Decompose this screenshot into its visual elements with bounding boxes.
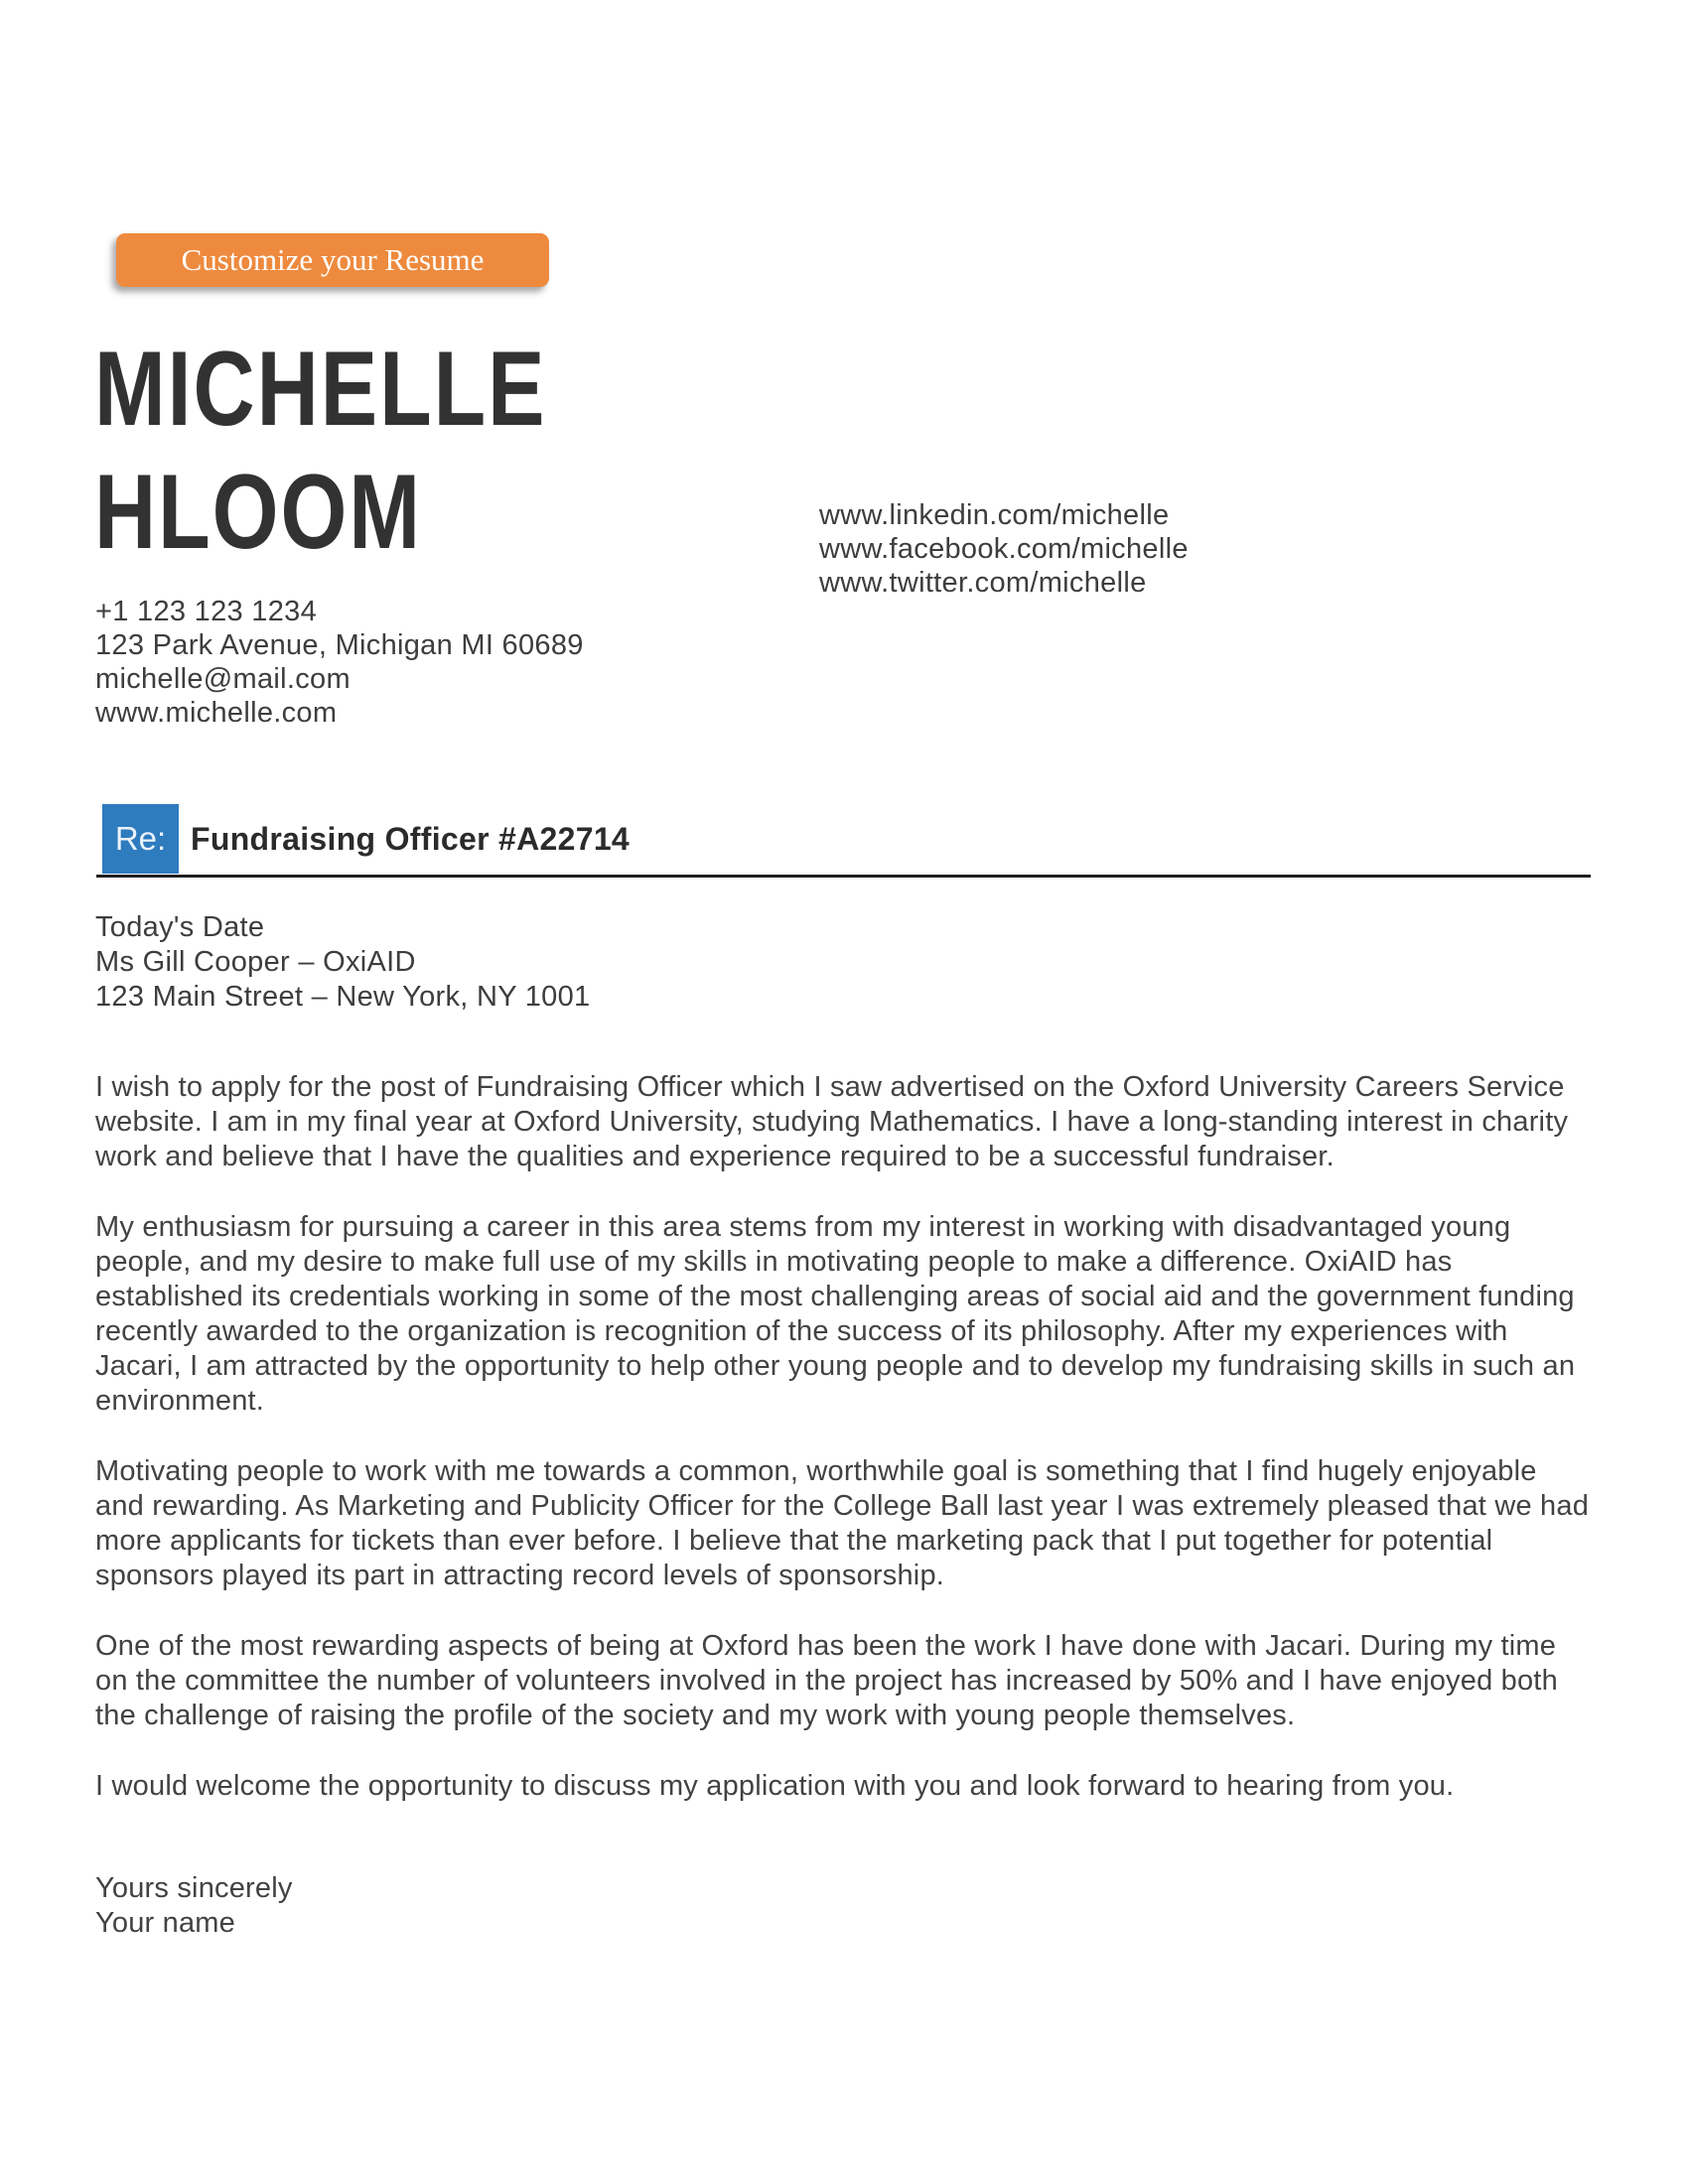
letter-closing [95, 1871, 1590, 1941]
letter-paragraph: I wish to apply for the post of Fundraising Officer which I saw advertised on the Oxford University Careers Service website. I am in my final year at Oxford University, studying Mathematics. I have a long-standing interest in charity work and believe that I have the qualities and experience required to be a successful fundraiser. [95, 1071, 1569, 1172]
page-title [94, 328, 547, 574]
contact-website: www.michelle.com [95, 697, 338, 729]
customize-resume-button[interactable]: Customize your Resume [116, 233, 549, 287]
recipient-block [95, 910, 590, 1015]
subject-title: Fundraising Officer #A22714 [191, 821, 631, 857]
letter-body [95, 1070, 1590, 1941]
closing-signature: Your name [95, 1907, 235, 1939]
recipient-name: Ms Gill Cooper – OxiAID [95, 946, 416, 978]
divider-line [96, 875, 1591, 878]
facebook-url: www.facebook.com/michelle [819, 533, 1189, 565]
twitter-url: www.twitter.com/michelle [819, 567, 1147, 599]
contact-email: michelle@mail.com [95, 663, 351, 695]
last-name-text: HLOOM [94, 453, 423, 572]
closing-salutation: Yours sincerely [95, 1872, 293, 1904]
contact-info [95, 595, 584, 730]
letter-date: Today's Date [95, 911, 265, 943]
letter-paragraph: One of the most rewarding aspects of being at Oxford has been the work I have done with Jacari. During my time on the committee the number of volunteers involved in the project has increased by 50% and I have enjoyed both the challenge of raising the profile of the society and my work with young people themselves. [95, 1630, 1558, 1731]
first-name-text: MICHELLE [94, 330, 547, 449]
recipient-address: 123 Main Street – New York, NY 1001 [95, 981, 591, 1013]
subject-prefix-badge [102, 804, 179, 874]
contact-address: 123 Park Avenue, Michigan MI 60689 [95, 629, 584, 661]
subject-prefix-text: Re: [114, 820, 167, 857]
letter-paragraph: I would welcome the opportunity to discuss my application with you and look forward to hearing from you. [95, 1770, 1455, 1802]
linkedin-url: www.linkedin.com/michelle [819, 499, 1170, 531]
letter-paragraph: Motivating people to work with me towards a common, worthwhile goal is something that I find hugely enjoyable and rewarding. As Marketing and Publicity Officer for the College Ball last year I was extremely pleased that we had more applicants for tickets than ever before. I believe that the marketing pack that I put together for potential sponsors played its part in attracting record levels of sponsorship. [95, 1455, 1590, 1591]
letter-paragraph: My enthusiasm for pursuing a career in this area stems from my interest in working with disadvantaged young people, and my desire to make full use of my skills in motivating people to make a difference. OxiAID has established its credentials working in some of the most challenging areas of social aid and the government funding recently awarded to the organization is recognition of the success of its philosophy. After my experiences with Jacari, I am attracted by the opportunity to help other young people and to develop my fundraising skills in such an environment. [95, 1211, 1576, 1417]
social-links [819, 498, 1189, 600]
contact-phone: +1 123 123 1234 [95, 596, 318, 627]
